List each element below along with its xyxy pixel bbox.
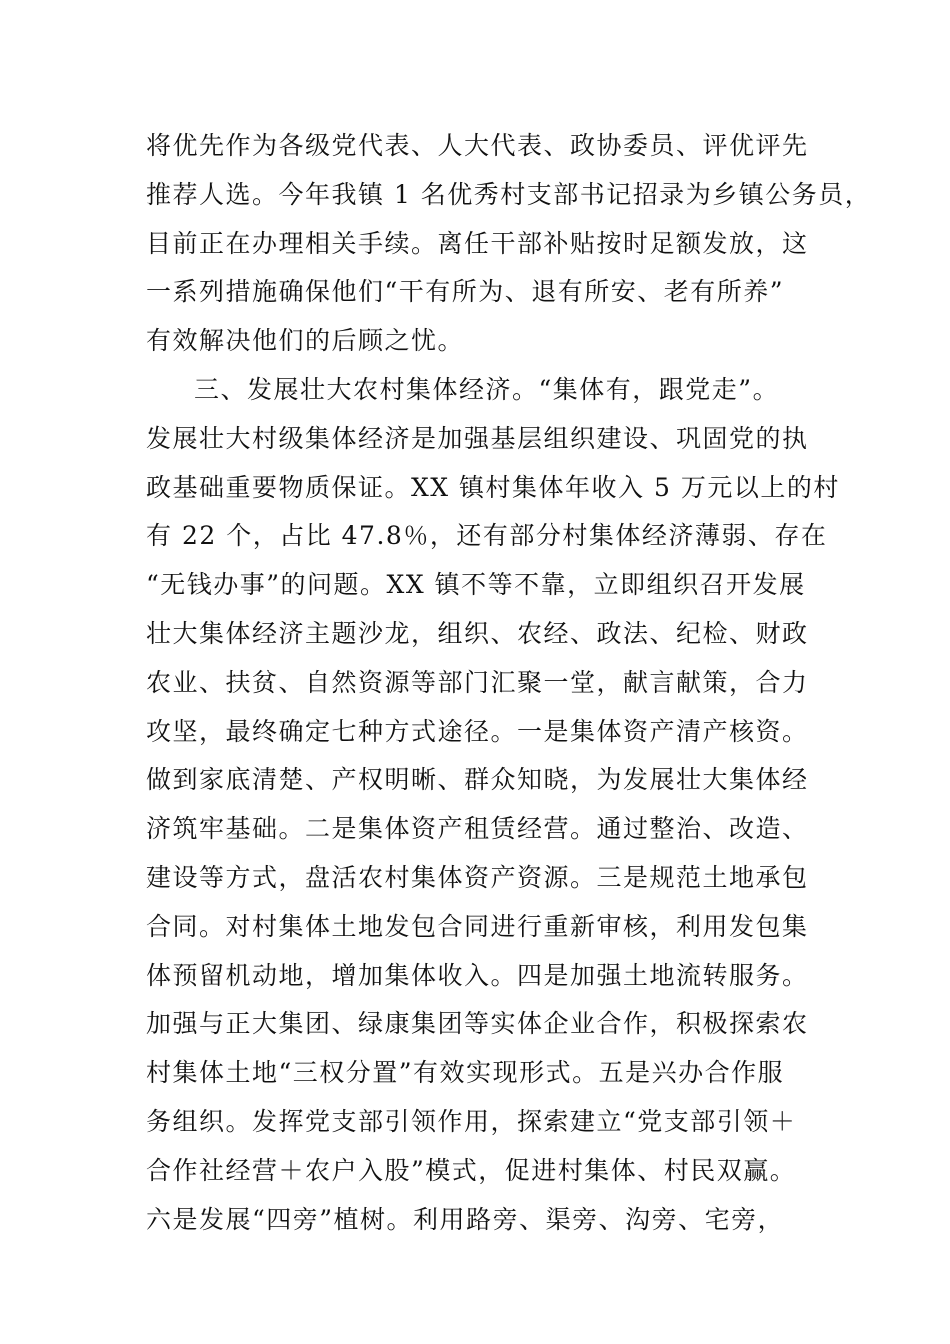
text-line: 合作社经营＋农户入股”模式，促进村集体、村民双赢。 [146, 1155, 797, 1185]
text-line: 六是发展“四旁”植树。利用路旁、渠旁、沟旁、宅旁， [146, 1204, 785, 1234]
text-line: 有 22 个，占比 47.8％，还有部分村集体经济薄弱、存在 [146, 521, 828, 551]
body-text [146, 122, 872, 1244]
text-line: 一系列措施确保他们“干有所为、退有所安、老有所养” [146, 277, 785, 307]
text-line: 合同。对村集体土地发包合同进行重新审核，利用发包集 [146, 911, 809, 941]
text-line: 务组织。发挥党支部引领作用，探索建立“党支部引领＋ [146, 1106, 797, 1136]
text-line: “无钱办事”的问题。XX 镇不等不靠，立即组织召开发展 [146, 570, 806, 600]
text-line: 村集体土地“三权分置”有效实现形式。五是兴办合作服 [146, 1058, 785, 1088]
text-line: 建设等方式，盘活农村集体资产资源。三是规范土地承包 [146, 862, 809, 892]
text-line: 政基础重要物质保证。XX 镇村集体年收入 5 万元以上的村 [146, 472, 840, 502]
text-line: 济筑牢基础。二是集体资产租赁经营。通过整治、改造、 [146, 814, 809, 844]
text-line: 发展壮大村级集体经济是加强基层组织建设、巩固党的执 [146, 423, 809, 453]
text-line: 农业、扶贫、自然资源等部门汇聚一堂，献言献策，合力 [146, 667, 809, 697]
text-line: 目前正在办理相关手续。离任干部补贴按时足额发放，这 [146, 228, 809, 258]
section-heading-line: 三、发展壮大农村集体经济。“集体有，跟党走”。 [194, 374, 780, 404]
text-line: 推荐人选。今年我镇 1 名优秀村支部书记招录为乡镇公务员， [146, 179, 872, 209]
text-line: 将优先作为各级党代表、人大代表、政协委员、评优评先 [146, 131, 809, 160]
text-line: 攻坚，最终确定七种方式途径。一是集体资产清产核资。 [146, 716, 809, 746]
text-line: 体预留机动地，增加集体收入。四是加强土地流转服务。 [146, 960, 809, 990]
text-line: 做到家底清楚、产权明晰、群众知晓，为发展壮大集体经 [146, 765, 809, 795]
text-line: 壮大集体经济主题沙龙，组织、农经、政法、纪检、财政 [146, 618, 809, 648]
text-line: 有效解决他们的后顾之忧。 [146, 326, 465, 356]
text-line: 加强与正大集团、绿康集团等实体企业合作，积极探索农 [146, 1009, 809, 1039]
